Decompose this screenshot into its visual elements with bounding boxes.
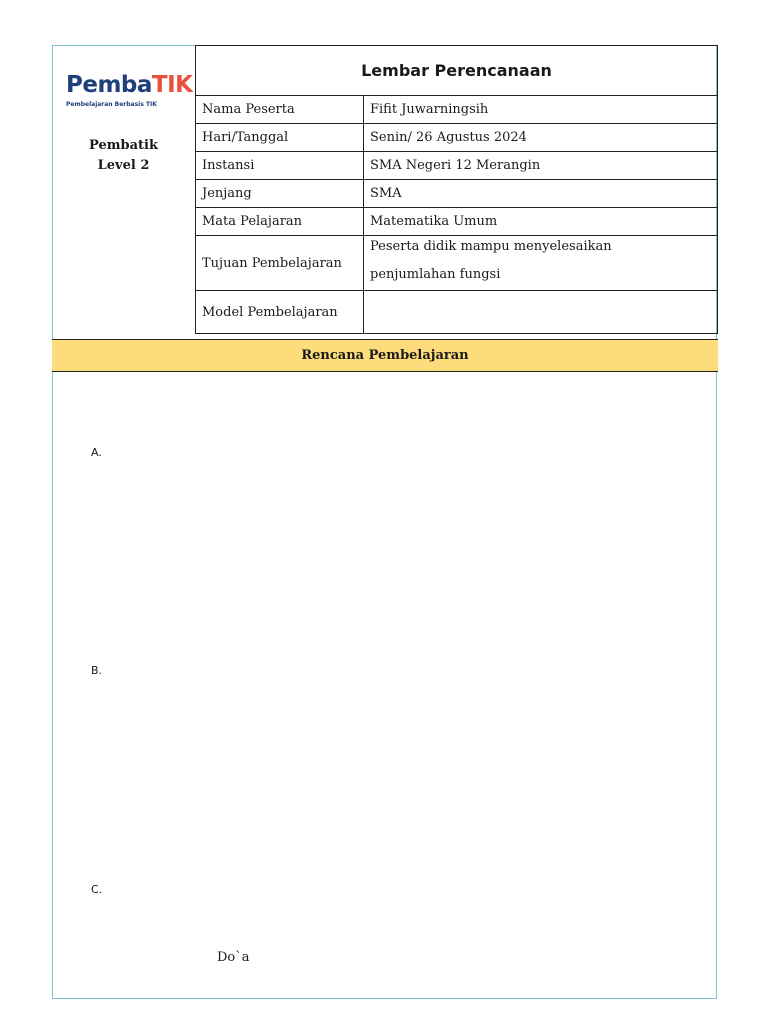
row-label-jenjang: Jenjang xyxy=(196,180,364,208)
section-b-label: B. xyxy=(91,664,103,677)
row-label-tanggal: Hari/Tanggal xyxy=(196,124,364,152)
row-label-instansi: Instansi xyxy=(196,152,364,180)
rencana-heading: Rencana Pembelajaran xyxy=(301,348,469,363)
table-row xyxy=(196,180,718,208)
doa-text: Do`a xyxy=(217,950,250,965)
form-title: Lembar Perencanaan xyxy=(196,46,718,96)
section-c-label: C. xyxy=(91,883,103,896)
tujuan-line-2: penjumlahan fungsi xyxy=(370,267,501,282)
pembatik-logo xyxy=(66,72,191,112)
table-row xyxy=(196,208,718,236)
planning-form-table xyxy=(195,45,718,334)
logo-tagline: Pembelajaran Berbasis TIK xyxy=(66,101,157,108)
table-row xyxy=(196,96,718,124)
row-value-tanggal: Senin/ 26 Agustus 2024 xyxy=(364,124,718,152)
row-value-tujuan xyxy=(364,236,718,291)
tujuan-line-1: Peserta didik mampu menyelesaikan xyxy=(370,239,612,254)
level-title: Pembatik xyxy=(89,138,158,153)
row-value-jenjang: SMA xyxy=(364,180,718,208)
section-a-label: A. xyxy=(91,446,102,459)
level-number: Level 2 xyxy=(97,158,150,173)
row-label-model: Model Pembelajaran xyxy=(196,291,364,334)
row-value-model xyxy=(364,291,718,334)
table-row xyxy=(196,124,718,152)
row-value-mapel: Matematika Umum xyxy=(364,208,718,236)
row-value-nama: Fifit Juwarningsih xyxy=(364,96,718,124)
table-row xyxy=(196,152,718,180)
logo-wordmark: PembaTIK xyxy=(66,72,193,98)
row-label-tujuan: Tujuan Pembelajaran xyxy=(196,236,364,291)
table-row xyxy=(196,291,718,334)
table-row xyxy=(196,236,718,291)
row-label-mapel: Mata Pelajaran xyxy=(196,208,364,236)
level-block xyxy=(52,136,195,176)
row-label-nama: Nama Peserta xyxy=(196,96,364,124)
row-value-instansi: SMA Negeri 12 Merangin xyxy=(364,152,718,180)
rencana-heading-bar xyxy=(52,339,718,372)
